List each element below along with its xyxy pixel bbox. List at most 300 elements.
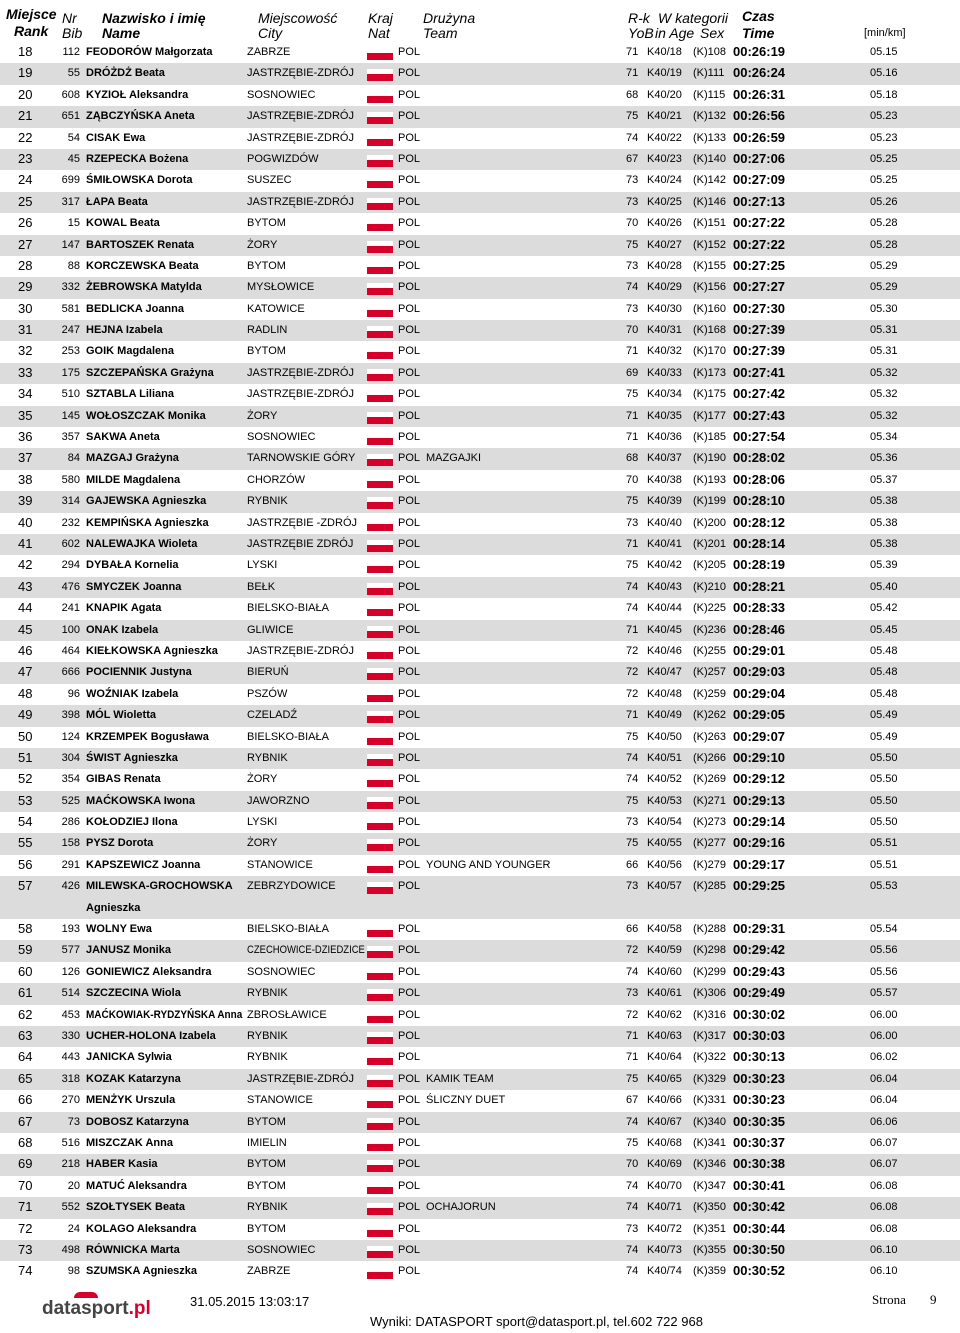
cell-cat: K40/56 [647,858,682,871]
cell-name: PYSZ Dorota [86,837,154,850]
cell-nat: POL [398,1008,421,1021]
cell-bib: 577 [61,944,80,957]
poland-flag-icon [367,968,393,980]
cell-yob: 72 [626,666,639,679]
cell-name: MÓL Wioletta [86,709,156,722]
cell-name: SZCZEPAŃSKA Grażyna [86,366,214,379]
cell-nat: POL [398,709,421,722]
cell-name: GONIEWICZ Aleksandra [86,965,212,978]
cell-bib: 317 [61,195,80,208]
cell-bib: 96 [67,687,80,700]
cell-city: PSZÓW [247,687,288,700]
cell-sex: (K)341 [693,1136,727,1149]
cell-time: 00:30:03 [733,1027,786,1043]
cell-time: 00:27:13 [733,193,786,209]
cell-name: WOŹNIAK Izabela [86,687,179,700]
cell-name: KIEŁKOWSKA Agnieszka [86,644,218,657]
cell-nat: POL [398,644,421,657]
cell-cat: K40/46 [647,644,682,657]
table-row [0,363,960,384]
cell-pace: 05.45 [870,623,898,636]
cell-bib: 354 [61,773,80,786]
cell-city: CZELADŹ [247,709,298,722]
poland-flag-icon [367,112,393,124]
cell-time: 00:30:23 [733,1070,786,1086]
cell-pace: 06.08 [870,1201,898,1214]
cell-city: JASTRZĘBIE-ZDRÓJ [247,67,354,80]
table-row [0,555,960,576]
table-row [0,1261,960,1282]
cell-time: 00:30:52 [733,1263,786,1279]
cell-sex: (K)133 [693,131,727,144]
cell-name: RÓWNICKA Marta [86,1243,180,1256]
cell-nat: POL [398,1179,421,1192]
cell-yob: 74 [626,1243,639,1256]
cell-cat: K40/18 [647,46,682,58]
cell-nat: POL [398,431,421,444]
cell-sex: (K)225 [693,602,727,615]
poland-flag-icon [367,1160,393,1172]
cell-bib: 608 [61,88,80,101]
cell-pace: 05.51 [870,837,898,850]
cell-bib: 73 [67,1115,80,1128]
cell-cat: K40/74 [647,1265,682,1278]
cell-name: ŻEBROWSKA Matylda [86,281,202,294]
poland-flag-icon [367,711,393,723]
cell-city: RYBNIK [247,987,288,1000]
header-rank-pl: Miejsce [6,6,57,22]
cell-rank: 55 [18,835,33,851]
cell-yob: 74 [626,131,639,144]
table-row [0,1133,960,1154]
cell-cat: K40/36 [647,431,682,444]
cell-time: 00:29:25 [733,878,786,894]
cell-bib: 651 [61,110,80,123]
cell-cat: K40/23 [647,152,682,165]
cell-name: GAJEWSKA Agnieszka [86,495,207,508]
table-row [0,919,960,940]
cell-time: 00:29:42 [733,942,786,958]
cell-cat: K40/54 [647,816,682,829]
cell-time: 00:28:02 [733,450,786,466]
cell-city: BIELSKO-BIAŁA [247,923,329,936]
cell-cat: K40/38 [647,473,682,486]
cell-bib: 218 [61,1158,80,1171]
cell-rank: 44 [18,600,33,616]
cell-yob: 75 [626,388,639,401]
cell-cat: K40/33 [647,366,682,379]
cell-name: CISAK Ewa [86,131,146,144]
cell-pace: 05.25 [870,152,898,165]
cell-nat: POL [398,687,421,700]
cell-bib: 666 [61,666,80,679]
cell-name: DOBOSZ Katarzyna [86,1115,189,1128]
cell-time: 00:29:16 [733,835,786,851]
table-row [0,42,960,63]
cell-pace: 05.40 [870,580,898,593]
cell-cat: K40/68 [647,1136,682,1149]
cell-yob: 75 [626,1136,639,1149]
cell-yob: 74 [626,1201,639,1214]
poland-flag-icon [367,48,393,60]
cell-name: MAĆKOWIAK-RYDZYŃSKA Anna [86,1008,243,1021]
table-row [0,1090,960,1111]
cell-time: 00:27:27 [733,279,786,295]
cell-pace: 05.28 [870,238,898,251]
cell-city: JASTRZĘBIE ZDRÓJ [247,537,354,550]
cell-rank: 57 [18,878,33,894]
cell-name: ŁAPA Beata [86,195,148,208]
cell-yob: 75 [626,495,639,508]
poland-flag-icon [367,176,393,188]
cell-bib: 318 [61,1072,80,1085]
cell-time: 00:29:17 [733,856,786,872]
cell-pace: 05.50 [870,816,898,829]
cell-city: STANOWICE [247,1094,313,1107]
cell-yob: 71 [626,431,639,444]
poland-flag-icon [367,583,393,595]
cell-time: 00:27:22 [733,215,786,231]
cell-sex: (K)257 [693,666,727,679]
table-row [0,577,960,598]
cell-rank: 25 [18,193,33,209]
cell-rank: 52 [18,771,33,787]
cell-rank: 43 [18,578,33,594]
cell-rank: 59 [18,942,33,958]
table-row [0,192,960,213]
cell-name: SMYCZEK Joanna [86,580,182,593]
cell-bib: 232 [61,516,80,529]
cell-sex: (K)132 [693,110,727,123]
cell-yob: 74 [626,965,639,978]
cell-bib: 294 [61,559,80,572]
cell-nat: POL [398,623,421,636]
cell-pace: 05.48 [870,644,898,657]
datasport-logo[interactable]: datasport.pl [42,1298,151,1319]
cell-rank: 23 [18,150,33,166]
cell-name: ZĄBCZYŃSKA Aneta [86,110,195,123]
cell-city: SOSNOWIEC [247,88,316,101]
cell-nat: POL [398,452,421,465]
table-row [0,641,960,662]
cell-sex: (K)190 [693,452,727,465]
cell-cat: K40/59 [647,944,682,957]
table-row [0,769,960,790]
poland-flag-icon [367,347,393,359]
table-row [0,598,960,619]
cell-nat: POL [398,195,421,208]
cell-time: 00:27:54 [733,429,786,445]
header-cat-en: in Age [655,25,695,41]
cell-bib: 357 [61,431,80,444]
cell-name: BEDLICKA Joanna [86,302,184,315]
cell-rank: 45 [18,621,33,637]
cell-cat: K40/21 [647,110,682,123]
cell-nat: POL [398,302,421,315]
poland-flag-icon [367,604,393,616]
cell-bib: 581 [61,302,80,315]
cell-rank: 36 [18,429,33,445]
table-row [0,1047,960,1068]
cell-name: ONAK Izabela [86,623,159,636]
poland-flag-icon [367,433,393,445]
cell-yob: 73 [626,987,639,1000]
header-sex-en: Sex [700,25,725,41]
cell-time: 00:30:35 [733,1113,786,1129]
cell-cat: K40/73 [647,1243,682,1256]
cell-rank: 30 [18,300,33,316]
cell-nat: POL [398,67,421,80]
cell-cat: K40/66 [647,1094,682,1107]
page-number: 9 [930,1292,937,1307]
cell-pace: 05.25 [870,174,898,187]
cell-nat: POL [398,46,421,58]
cell-yob: 73 [626,516,639,529]
table-row [0,63,960,84]
print-datetime: 31.05.2015 13:03:17 [190,1294,310,1309]
cell-pace: 06.08 [870,1179,898,1192]
cell-time: 00:27:22 [733,236,786,252]
header-time-pl: Czas [742,8,775,24]
cell-city: MYSŁOWICE [247,281,315,294]
cell-time: 00:27:30 [733,300,786,316]
cell-sex: (K)285 [693,880,727,893]
poland-flag-icon [367,946,393,958]
cell-name: DRÓŻDŻ Beata [86,67,165,80]
cell-sex: (K)168 [693,324,727,337]
cell-name: JANUSZ Monika [86,944,171,957]
cell-bib: 525 [61,794,80,807]
cell-pace: 05.18 [870,88,898,101]
cell-city: JASTRZĘBIE-ZDRÓJ [247,644,354,657]
cell-yob: 70 [626,1158,639,1171]
poland-flag-icon [367,733,393,745]
table-row [0,1154,960,1175]
poland-flag-icon [367,754,393,766]
cell-nat: POL [398,773,421,786]
header-yob-pl: R-k [628,10,650,26]
cell-bib: 580 [61,473,80,486]
cell-sex: (K)263 [693,730,727,743]
table-row [0,448,960,469]
cell-time: 00:29:12 [733,771,786,787]
cell-name: SZUMSKA Agnieszka [86,1265,198,1278]
table-row [0,962,960,983]
cell-pace: 05.56 [870,944,898,957]
cell-time: 00:28:10 [733,493,786,509]
poland-flag-icon [367,1032,393,1044]
cell-cat: K40/26 [647,217,682,230]
cell-bib: 516 [61,1136,80,1149]
cell-yob: 72 [626,1008,639,1021]
cell-name: NALEWAJKA Wioleta [86,537,198,550]
cell-yob: 75 [626,837,639,850]
cell-city: JASTRZĘBIE-ZDRÓJ [247,131,354,144]
cell-pace: 05.50 [870,794,898,807]
cell-nat: POL [398,1201,421,1214]
cell-city: RYBNIK [247,1051,288,1064]
cell-pace: 05.38 [870,516,898,529]
cell-bib: 20 [67,1179,80,1192]
cell-bib: 552 [61,1201,80,1214]
cell-yob: 73 [626,302,639,315]
cell-cat: K40/29 [647,281,682,294]
poland-flag-icon [367,476,393,488]
cell-name: HEJNA Izabela [86,324,163,337]
cell-pace: 06.00 [870,1008,898,1021]
cell-cat: K40/52 [647,773,682,786]
cell-nat: POL [398,1158,421,1171]
cell-time: 00:30:41 [733,1177,786,1193]
cell-yob: 68 [626,452,639,465]
cell-sex: (K)273 [693,816,727,829]
cell-city: JASTRZĘBIE-ZDRÓJ [247,195,354,208]
cell-city: RADLIN [247,324,288,337]
results-credit: Wyniki: DATASPORT sport@datasport.pl, tel.602 722 968 [370,1314,703,1329]
table-row [0,1176,960,1197]
cell-cat: K40/43 [647,580,682,593]
cell-bib: 476 [61,580,80,593]
cell-pace: 05.34 [870,431,898,444]
cell-sex: (K)236 [693,623,727,636]
cell-time: 00:29:13 [733,792,786,808]
cell-time: 00:29:49 [733,985,786,1001]
cell-sex: (K)151 [693,217,727,230]
cell-rank: 18 [18,44,33,59]
poland-flag-icon [367,155,393,167]
cell-sex: (K)269 [693,773,727,786]
poland-flag-icon [367,198,393,210]
cell-nat: POL [398,751,421,764]
cell-team: OCHAJORUN [426,1201,496,1214]
cell-time: 00:26:59 [733,129,786,145]
cell-nat: POL [398,152,421,165]
cell-name-line2: Agnieszka [86,902,141,915]
cell-pace: 06.10 [870,1243,898,1256]
cell-cat: K40/50 [647,730,682,743]
cell-bib: 443 [61,1051,80,1064]
cell-city: SOSNOWIEC [247,1243,316,1256]
cell-rank: 62 [18,1006,33,1022]
cell-nat: POL [398,987,421,1000]
cell-cat: K40/62 [647,1008,682,1021]
cell-pace: 06.07 [870,1136,898,1149]
cell-cat: K40/24 [647,174,682,187]
cell-bib: 55 [67,67,80,80]
cell-rank: 49 [18,707,33,723]
cell-city: ZABRZE [247,46,291,58]
cell-name: MENŻYK Urszula [86,1094,176,1107]
cell-cat: K40/47 [647,666,682,679]
cell-rank: 74 [18,1263,33,1279]
cell-bib: 304 [61,751,80,764]
cell-rank: 66 [18,1092,33,1108]
table-row [0,320,960,341]
cell-name: SZCZECINA Wiola [86,987,181,1000]
cell-city: BIELSKO-BIAŁA [247,602,329,615]
cell-bib: 699 [61,174,80,187]
table-row [0,748,960,769]
cell-time: 00:29:03 [733,664,786,680]
cell-pace: 05.50 [870,773,898,786]
cell-name: HABER Kasia [86,1158,158,1171]
cell-cat: K40/45 [647,623,682,636]
cell-pace: 05.26 [870,195,898,208]
cell-yob: 72 [626,944,639,957]
cell-cat: K40/34 [647,388,682,401]
table-row [0,876,960,919]
cell-pace: 05.51 [870,858,898,871]
poland-flag-icon [367,1096,393,1108]
cell-cat: K40/31 [647,324,682,337]
cell-pace: 05.39 [870,559,898,572]
cell-name: MISZCZAK Anna [86,1136,173,1149]
cell-name: SAKWA Aneta [86,431,160,444]
cell-pace: 06.04 [870,1072,898,1085]
cell-nat: POL [398,858,421,871]
results-table [0,42,960,1283]
cell-bib: 314 [61,495,80,508]
header-team-en: Team [423,25,458,41]
cell-pace: 05.57 [870,987,898,1000]
cell-name: UCHER-HOLONA Izabela [86,1029,216,1042]
cell-sex: (K)115 [693,88,726,101]
cell-name: KEMPIŃSKA Agnieszka [86,516,209,529]
cell-yob: 67 [626,1094,639,1107]
cell-name: WOŁOSZCZAK Monika [86,409,206,422]
cell-time: 00:28:21 [733,578,786,594]
table-row [0,128,960,149]
cell-bib: 332 [61,281,80,294]
cell-bib: 426 [61,880,80,893]
cell-sex: (K)255 [693,644,727,657]
cell-pace: 05.15 [870,46,898,58]
cell-bib: 464 [61,644,80,657]
cell-pace: 06.00 [870,1029,898,1042]
cell-city: SUSZEC [247,174,292,187]
cell-bib: 291 [61,858,80,871]
cell-pace: 05.31 [870,324,898,337]
cell-sex: (K)185 [693,431,727,444]
cell-sex: (K)175 [693,388,727,401]
cell-yob: 70 [626,473,639,486]
cell-nat: POL [398,388,421,401]
cell-nat: POL [398,1115,421,1128]
cell-rank: 50 [18,728,33,744]
cell-bib: 24 [67,1222,80,1235]
cell-yob: 71 [626,709,639,722]
table-row [0,213,960,234]
cell-rank: 70 [18,1177,33,1193]
cell-bib: 270 [61,1094,80,1107]
cell-city: ŻORY [247,837,278,850]
cell-rank: 42 [18,557,33,573]
poland-flag-icon [367,1267,393,1279]
cell-rank: 31 [18,322,33,338]
cell-time: 00:30:02 [733,1006,786,1022]
cell-city: RYBNIK [247,1201,288,1214]
cell-time: 00:27:09 [733,172,786,188]
cell-city: JASTRZĘBIE-ZDRÓJ [247,1072,354,1085]
cell-time: 00:27:43 [733,407,786,423]
header-name-pl: Nazwisko i imię [102,10,206,26]
cell-rank: 71 [18,1199,33,1215]
header-pace: [min/km] [864,27,906,39]
cell-rank: 73 [18,1241,33,1257]
cell-nat: POL [398,1094,421,1107]
cell-sex: (K)108 [693,46,727,58]
cell-sex: (K)329 [693,1072,727,1085]
